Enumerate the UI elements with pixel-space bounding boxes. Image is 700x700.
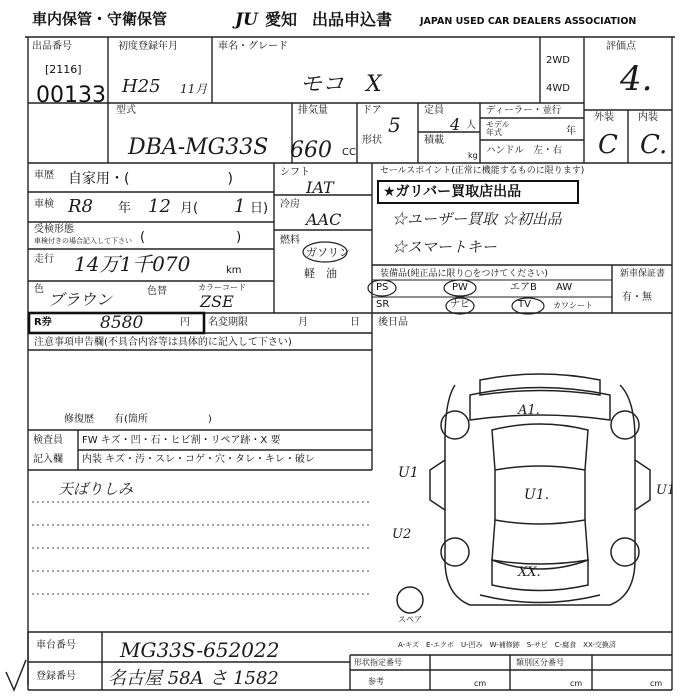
damage-mark-u1-left: U1 bbox=[398, 465, 419, 481]
ext-value: C bbox=[598, 130, 618, 160]
chassis-value: MG33S-652022 bbox=[120, 638, 280, 662]
after-label: 後日品 bbox=[378, 317, 408, 328]
color-label: 色 bbox=[34, 284, 44, 295]
shaken-label: 車検 bbox=[34, 199, 54, 210]
color-code-label: カラーコード bbox=[198, 283, 246, 292]
shift-label: シフト bbox=[280, 167, 310, 178]
inspector-row-1: FW キズ・凹・石・ヒビ割・リペア跡・X 要 bbox=[82, 435, 281, 446]
damage-legend: A-キズ E-エクボ U-凹み W-補修跡 S-サビ C-腐食 XX-交換済 bbox=[398, 641, 616, 649]
equip-airbag: エアB bbox=[510, 282, 537, 293]
equip-sr: SR bbox=[376, 299, 390, 310]
fuel-label: 燃料 bbox=[280, 235, 300, 246]
receive-sub: 車検付きの場合記入して下さい bbox=[34, 237, 132, 245]
grade-value: 4. bbox=[620, 59, 653, 99]
cm-unit-2: cm bbox=[570, 679, 583, 688]
cooler-value: AAC bbox=[306, 210, 342, 229]
mileage-unit: km bbox=[226, 265, 242, 276]
name-change-day: 日 bbox=[350, 317, 360, 328]
recycle-value: 8580 bbox=[100, 313, 144, 333]
equip-ps: PS bbox=[376, 282, 389, 293]
model-value: DBA-MG33S bbox=[128, 135, 269, 160]
drive-4wd: 4WD bbox=[546, 83, 570, 94]
dealer-label: ディーラー・並行 bbox=[486, 105, 562, 116]
damage-mark-u1-center: U1. bbox=[524, 487, 550, 503]
sales-headline: ★ガリバー買取店出品 bbox=[383, 184, 522, 200]
new-warranty-value: 有・無 bbox=[622, 292, 652, 303]
recycle-label: R券 bbox=[34, 317, 52, 328]
shaken-day: 日) bbox=[250, 201, 269, 216]
inspector-row-2: 内装 キズ・汚・スレ・コゲ・穴・タレ・キレ・破レ bbox=[82, 454, 315, 465]
inspector-label-2: 記入欄 bbox=[33, 454, 63, 465]
displacement-label: 排気量 bbox=[298, 105, 328, 116]
capacity-value: 4 bbox=[450, 115, 461, 134]
shaken-value: R8 bbox=[68, 196, 94, 217]
car-name-label: 車名・グレード bbox=[218, 41, 288, 52]
damage-mark-u2: U2 bbox=[392, 527, 412, 542]
kg-unit: kg bbox=[468, 151, 478, 160]
first-reg-value: H25 bbox=[122, 76, 161, 97]
receive-paren: ( ) bbox=[140, 230, 242, 245]
int-value: C. bbox=[640, 130, 668, 160]
name-change-label: 名変期限 bbox=[208, 317, 248, 328]
lot-label: 出品番号 bbox=[32, 41, 72, 52]
displacement-unit: CC bbox=[342, 147, 356, 158]
shaken-month: 月( bbox=[180, 201, 199, 216]
form-title: 出品申込書 bbox=[312, 10, 393, 29]
recycle-unit: 円 bbox=[180, 317, 190, 328]
lot-number: 00133 bbox=[36, 83, 106, 108]
drive-2wd: 2WD bbox=[546, 55, 570, 66]
displacement-value: 660 bbox=[290, 138, 332, 163]
new-warranty-label: 新車保証書 bbox=[620, 269, 666, 279]
model-year-label: モデル 年式 bbox=[486, 120, 510, 137]
title-prefix: 愛知 bbox=[265, 10, 298, 29]
sales-line-1: ☆ユーザー買取 ☆初出品 bbox=[392, 210, 562, 228]
model-label: 型式 bbox=[116, 105, 136, 116]
color-change: 色替 bbox=[147, 286, 167, 297]
equip-navi: ナビ bbox=[450, 299, 470, 310]
equipment-label: 装備品(純正品に限り○をつけてください) bbox=[380, 269, 548, 279]
int-label: 内装 bbox=[638, 112, 658, 123]
equip-tv: TV bbox=[518, 299, 531, 310]
chassis-label: 車台番号 bbox=[36, 640, 76, 651]
shaken-year: 年 bbox=[118, 201, 132, 216]
car-name-value: モコ X bbox=[300, 72, 382, 97]
sankou-label: 参考 bbox=[368, 677, 384, 686]
capacity-label: 定員 bbox=[424, 105, 444, 116]
inspector-note: 天ばりしみ bbox=[58, 480, 134, 498]
doors-value: 5 bbox=[388, 113, 401, 137]
fuel-gas: ガソリン bbox=[306, 246, 350, 259]
cm-unit-3: cm bbox=[650, 679, 663, 688]
damage-mark-u1-right: U1 bbox=[656, 483, 676, 498]
damage-mark-xx: XX. bbox=[518, 565, 541, 580]
color-value: ブラウン bbox=[48, 290, 113, 309]
equip-pw: PW bbox=[452, 282, 468, 293]
designation-label-2: 類別区分番号 bbox=[516, 658, 564, 667]
handle-label: ハンドル 左・右 bbox=[486, 145, 563, 156]
equip-aw: AW bbox=[556, 282, 573, 293]
cooler-label: 冷房 bbox=[280, 199, 300, 210]
association-name: JAPAN USED CAR DEALERS ASSOCIATION bbox=[420, 16, 637, 27]
shaken-day-value: 1 bbox=[234, 196, 246, 217]
storage-label: 車内保管・守衛保管 bbox=[32, 10, 168, 28]
load-label: 積載 bbox=[424, 135, 444, 146]
color-code: ZSE bbox=[200, 292, 234, 311]
equip-leather: カワシート bbox=[553, 301, 593, 310]
first-reg-label: 初度登録年月 bbox=[118, 41, 178, 52]
grade-label: 評価点 bbox=[606, 41, 636, 52]
ju-logo: JU bbox=[235, 10, 258, 30]
mileage-value: 14万1千070 bbox=[74, 252, 191, 276]
repair-history: 修復歴 有(箇所 ) bbox=[64, 414, 212, 425]
ext-label: 外装 bbox=[594, 112, 614, 123]
history-label: 車歴 bbox=[34, 170, 54, 181]
receive-label: 受検形態 bbox=[34, 224, 74, 235]
name-change-month: 月 bbox=[298, 317, 308, 328]
cm-unit-1: cm bbox=[474, 679, 487, 688]
plate-value: 名古屋 58A さ 1582 bbox=[108, 668, 279, 689]
damage-mark-a1: A1. bbox=[518, 403, 540, 418]
spare-label: スペア bbox=[398, 615, 422, 624]
designation-label-1: 形状指定番号 bbox=[354, 658, 402, 667]
lot-sub: [2116] bbox=[45, 63, 82, 76]
year-label: 年 bbox=[566, 126, 576, 137]
shift-value: IAT bbox=[306, 178, 334, 197]
history-value: 自家用・( ) bbox=[68, 171, 233, 187]
fuel-diesel: 軽 油 bbox=[304, 267, 337, 280]
shape-label: 形状 bbox=[362, 135, 382, 146]
shaken-month-value: 12 bbox=[148, 196, 171, 217]
capacity-unit: 人 bbox=[466, 120, 476, 131]
doors-label: ドア bbox=[362, 105, 382, 116]
inspector-label-1: 検査員 bbox=[33, 435, 63, 446]
notes-label: 注意事項申告欄(不具合内容等は具体的に記入して下さい) bbox=[34, 337, 292, 348]
sales-line-2: ☆スマートキー bbox=[392, 238, 497, 256]
first-reg-month: 11月 bbox=[180, 82, 208, 96]
mileage-label: 走行 bbox=[34, 254, 54, 265]
plate-label: 登録番号 bbox=[36, 671, 76, 682]
sales-point-label: セールスポイント(正常に機能するものに限ります) bbox=[380, 166, 585, 176]
